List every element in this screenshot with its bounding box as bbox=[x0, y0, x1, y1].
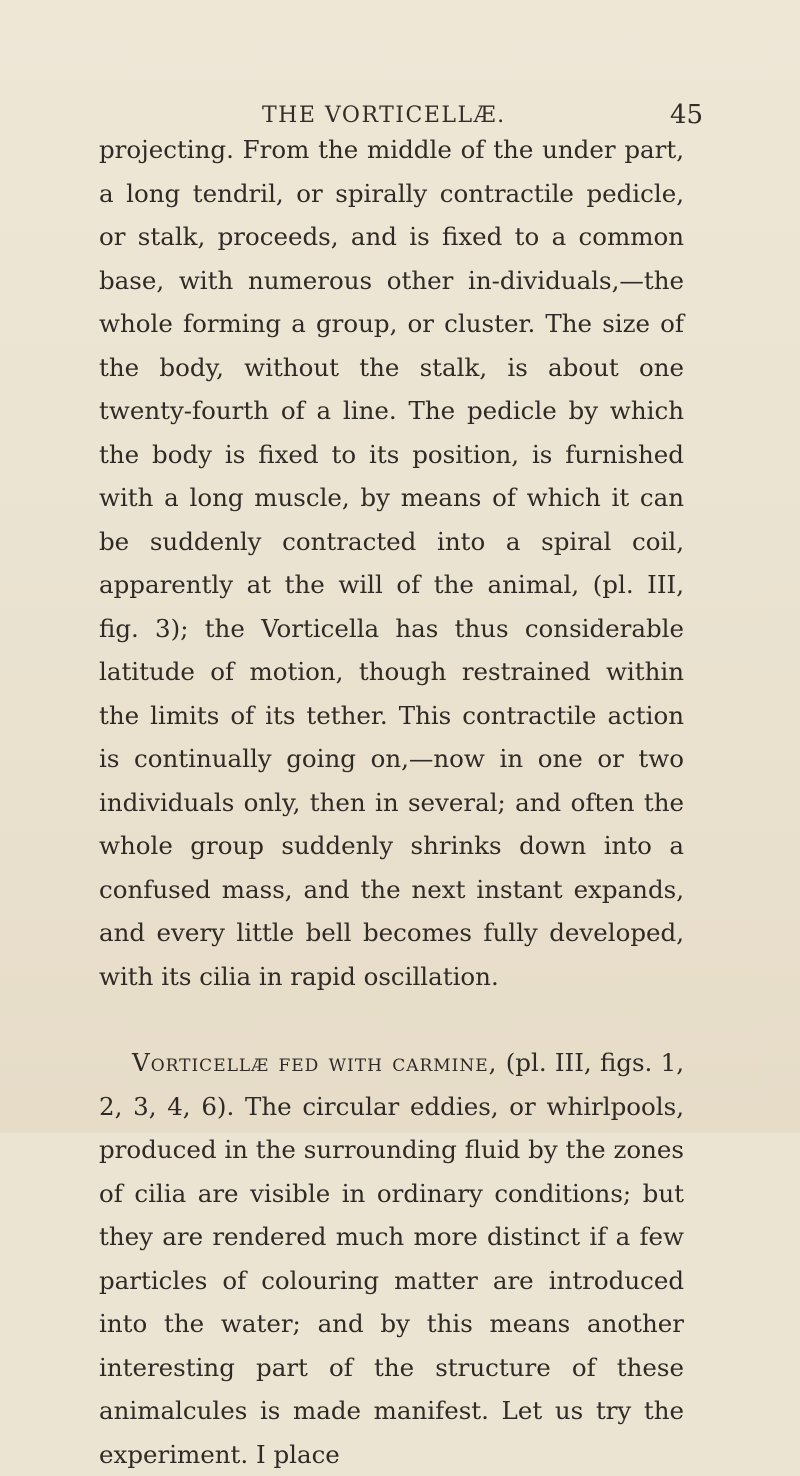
section-heading: Vorticellæ fed with carmine, bbox=[132, 1048, 498, 1077]
body-text bbox=[99, 128, 684, 1476]
paragraph-2-text: (pl. III, figs. 1, 2, 3, 4, 6). The circular eddies, or whirlpools, produced in the surrounding fluid by the zones of cilia are visible in ordinary conditions; but they are rendered much more distinct if a few particles of colouring matter are introduced into the water; and by this means another interesting part of the structure of these animalcules is made manifest. Let us try the experiment. I place bbox=[99, 1048, 684, 1469]
page-number: 45 bbox=[670, 100, 704, 130]
paragraph-2 bbox=[99, 1041, 684, 1476]
running-head: THE VORTICELLÆ. bbox=[262, 103, 506, 128]
paragraph-1 bbox=[99, 128, 684, 998]
paragraph-1-text: projecting. From the middle of the under part, a long tendril, or spirally contractile pedicle, or stalk, proceeds, and is fixed to a common base, with numerous other in-dividuals,—the whole forming a group, or cluster. The size of the body, without the stalk, is about one twenty-fourth of a line. The pedicle by which the body is fixed to its position, is furnished with a long muscle, by means of which it can be suddenly contracted into a spiral coil, apparently at the will of the animal, (pl. III, fig. 3); the Vorticella has thus considerable latitude of motion, though restrained within the limits of its tether. This contractile action is continually going on,—now in one or two individuals only, then in several; and often the whole group suddenly shrinks down into a confused mass, and the next instant expands, and every little bell becomes fully developed, with its cilia in rapid oscillation. bbox=[99, 135, 684, 991]
